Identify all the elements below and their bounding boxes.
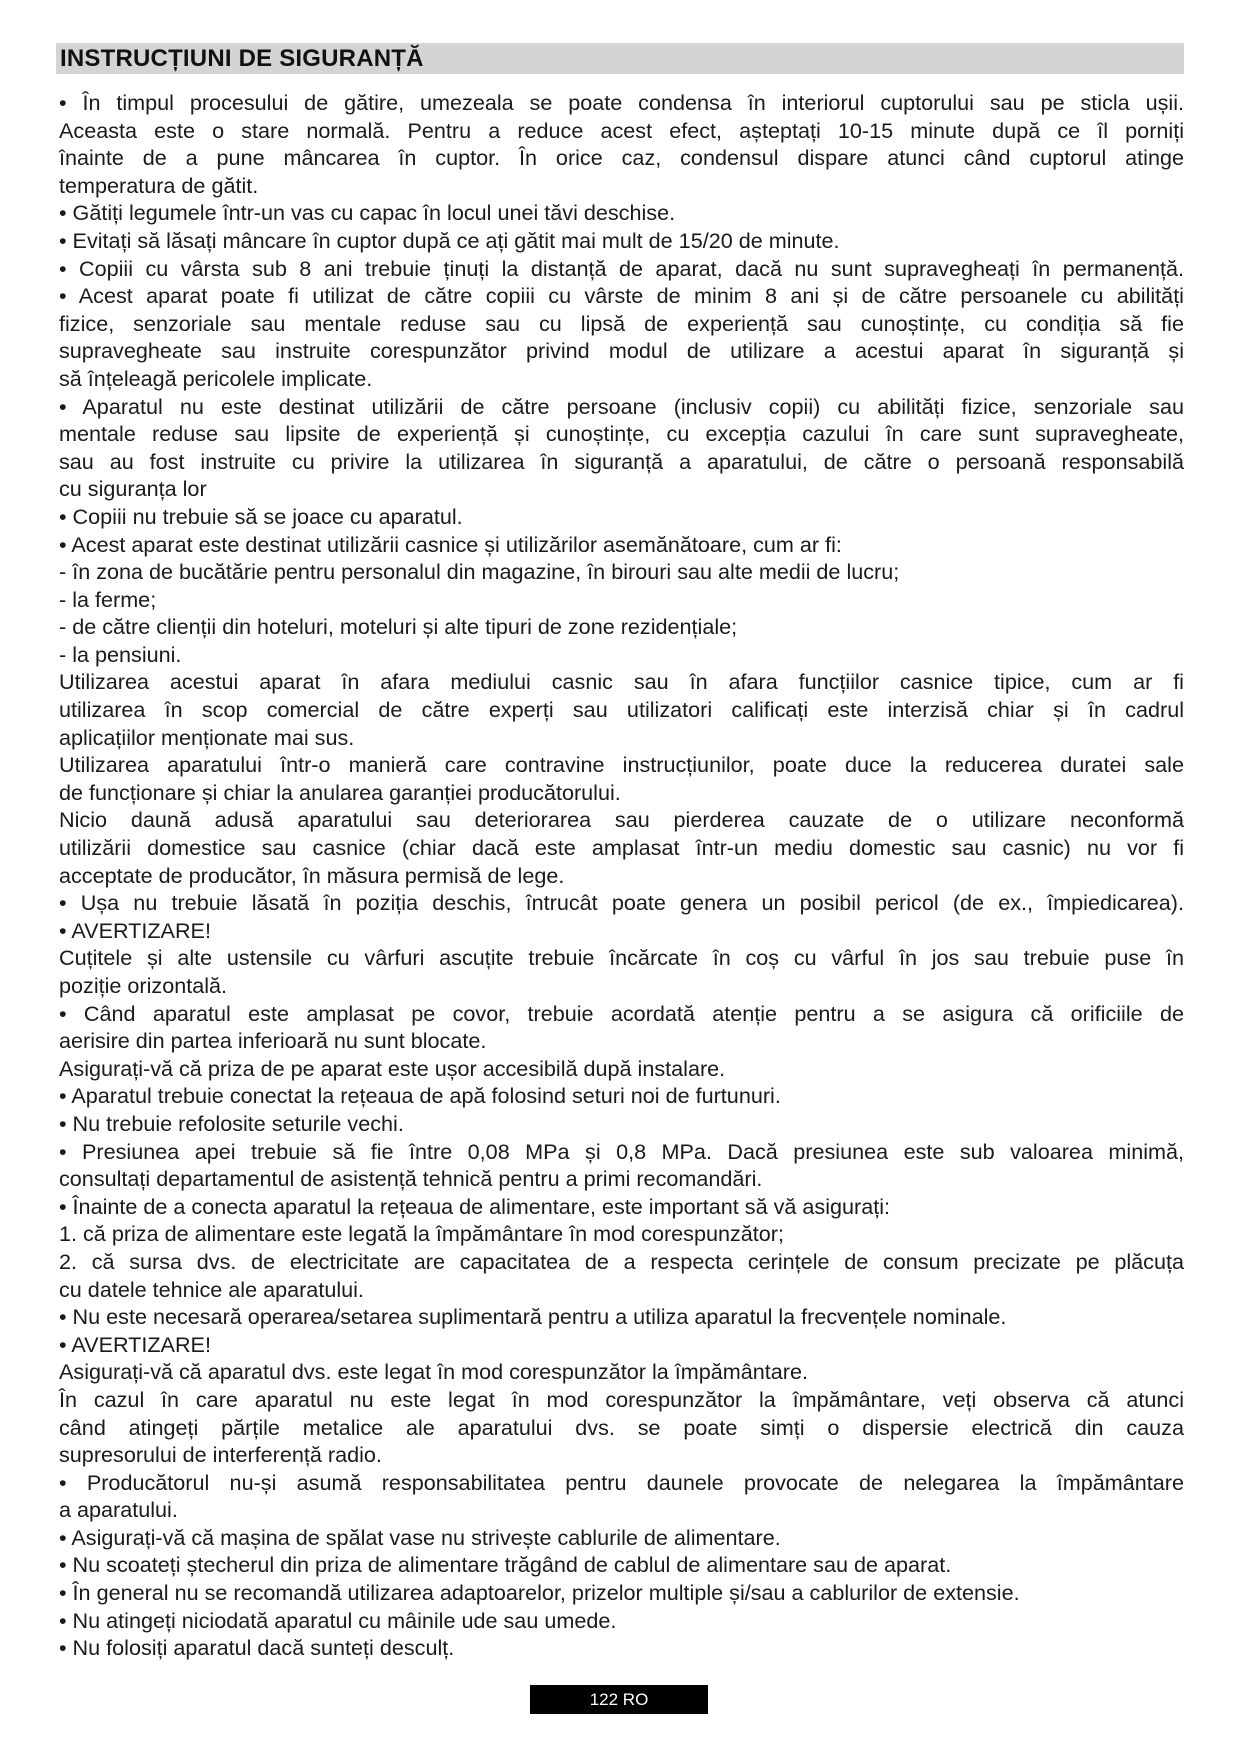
text-line: • Gătiți legumele într-un vas cu capac în locul unei tăvi deschise. bbox=[59, 200, 676, 226]
text-line: • Copiii cu vârsta sub 8 ani trebuie ținuți la distanță de aparat, dacă nu sunt supravegheați în permanență. bbox=[59, 255, 1184, 281]
text-line: • Evitați să lăsați mâncare în cuptor după ce ați gătit mai mult de 15/20 de minute. bbox=[59, 227, 840, 253]
text-line: utilizarea în scop comercial de către experți sau utilizatori calificați este interzisă chiar și în cadrul bbox=[59, 697, 1184, 723]
text-line: poziție orizontală. bbox=[59, 973, 228, 998]
text-line: - de către clienții din hoteluri, moteluri și alte tipuri de zone rezidențiale; bbox=[59, 614, 738, 640]
text-line: • AVERTIZARE! bbox=[59, 1331, 211, 1357]
text-line: - în zona de bucătărie pentru personalul din magazine, în birouri sau alte medii de lucru; bbox=[59, 559, 900, 585]
text-line: • Acest aparat este destinat utilizării casnice și utilizărilor asemănătoare, cum ar fi: bbox=[59, 531, 842, 557]
text-line: • În general nu se recomandă utilizarea adaptoarelor, prizelor multiple și/sau a cablurilor de extensie. bbox=[59, 1580, 1020, 1606]
text-line: utilizării domestice sau casnice (chiar dacă este amplasat într-un mediu domestic sau casnic) nu vor fi bbox=[59, 835, 1184, 861]
text-line: mentale reduse sau lipsite de experiență și cunoștințe, cu excepția cazului în care sunt supravegheate, bbox=[59, 421, 1184, 447]
text-line: • Nu folosiți aparatul dacă sunteți desculț. bbox=[59, 1635, 455, 1661]
text-line: Aceasta este o stare normală. Pentru a reduce acest efect, așteptați 10-15 minute după ce îl porniți bbox=[59, 117, 1184, 143]
text-line: În cazul în care aparatul nu este legat în mod corespunzător la împământare, veți observa că atunci bbox=[59, 1386, 1184, 1412]
text-line: supravegheate sau instruite corespunzător privind modul de utilizare a acestui aparat în siguranță și bbox=[59, 338, 1184, 364]
section-title: INSTRUCȚIUNI DE SIGURANȚĂ bbox=[60, 45, 424, 72]
text-line: - la ferme; bbox=[59, 586, 157, 612]
text-line: 2. că sursa dvs. de electricitate are capacitatea de a respecta cerințele de consum precizate pe plăcuța bbox=[59, 1248, 1184, 1274]
text-line: • AVERTIZARE! bbox=[59, 917, 211, 943]
text-line: • Ușa nu trebuie lăsată în poziția deschis, întrucât poate genera un posibil pericol (de ex., împiedicarea). bbox=[59, 890, 1184, 916]
text-line: Cuțitele și alte ustensile cu vârfuri ascuțite trebuie încărcate în coș cu vârful în jos sau trebuie puse în bbox=[59, 945, 1184, 971]
text-line: Utilizarea aparatului într-o manieră care contravine instrucțiunilor, poate duce la reducerea duratei sale bbox=[59, 752, 1184, 778]
text-line: cu datele tehnice ale aparatului. bbox=[59, 1276, 364, 1302]
text-line: • Presiunea apei trebuie să fie între 0,08 MPa și 0,8 MPa. Dacă presiunea este sub valoarea minimă, bbox=[59, 1138, 1184, 1164]
text-line: • Producătorul nu-și asumă responsabilitatea pentru daunele provocate de nelegarea la împământare bbox=[59, 1469, 1184, 1495]
text-line: Nicio daună adusă aparatului sau deteriorarea sau pierderea cauzate de o utilizare neconformă bbox=[59, 807, 1184, 833]
text-line: 1. că priza de alimentare este legată la împământare în mod corespunzător; bbox=[59, 1221, 784, 1247]
text-line: Asigurați-vă că priza de pe aparat este ușor accesibilă după instalare. bbox=[59, 1055, 726, 1081]
text-line: să înțeleagă pericolele implicate. bbox=[59, 365, 373, 391]
safety-instructions-body bbox=[59, 89, 1184, 1662]
text-line: de funcționare și chiar la anularea garanției producătorului. bbox=[59, 779, 621, 805]
text-line: temperatura de gătit. bbox=[59, 172, 259, 198]
text-line: a aparatului. bbox=[59, 1497, 178, 1523]
text-line: aplicațiilor menționate mai sus. bbox=[59, 724, 355, 750]
text-line: acceptate de producător, în măsura permisă de lege. bbox=[59, 862, 565, 888]
text-line: • Aparatul trebuie conectat la rețeaua de apă folosind seturi noi de furtunuri. bbox=[59, 1083, 781, 1109]
text-line: • Când aparatul este amplasat pe covor, trebuie acordată atenție pentru a se asigura că orificiile de bbox=[59, 1000, 1184, 1026]
text-line: - la pensiuni. bbox=[59, 641, 182, 667]
text-line: • Nu atingeți niciodată aparatul cu mâinile ude sau umede. bbox=[59, 1607, 617, 1633]
text-line: • Asigurați-vă că mașina de spălat vase nu strivește cablurile de alimentare. bbox=[59, 1524, 781, 1550]
text-line: Utilizarea acestui aparat în afara mediului casnic sau în afara funcțiilor casnice tipice, cum ar fi bbox=[59, 669, 1184, 695]
section-header-bar bbox=[56, 43, 1184, 74]
text-line: fizice, senzoriale sau mentale reduse sau cu lipsă de experiență sau cunoștințe, cu condiția să fie bbox=[59, 310, 1184, 336]
text-line: • Copiii nu trebuie să se joace cu aparatul. bbox=[59, 503, 463, 529]
text-line: sau au fost instruite cu privire la utilizarea în siguranță a aparatului, de către o persoană responsabilă bbox=[59, 448, 1184, 474]
text-line: • Nu trebuie refolosite seturile vechi. bbox=[59, 1110, 404, 1136]
text-line: consultați departamentul de asistență tehnică pentru a primi recomandări. bbox=[59, 1166, 763, 1192]
text-line: când atingeți părțile metalice ale aparatului dvs. se poate simți o dispersie electrică din cauza bbox=[59, 1414, 1184, 1440]
text-line: înainte de a pune mâncarea în cuptor. În orice caz, condensul dispare atunci când cuptorul atinge bbox=[59, 145, 1184, 171]
text-line: • Nu scoateți ștecherul din priza de alimentare trăgând de cablul de alimentare sau de aparat. bbox=[59, 1552, 952, 1578]
text-line: cu siguranța lor bbox=[59, 476, 207, 502]
text-line: supresorului de interferență radio. bbox=[59, 1442, 382, 1468]
page-number-badge: 122 RO bbox=[530, 1685, 708, 1714]
text-line: Asigurați-vă că aparatul dvs. este legat în mod corespunzător la împământare. bbox=[59, 1359, 808, 1385]
text-line: • Înainte de a conecta aparatul la rețeaua de alimentare, este important să vă asigurați: bbox=[59, 1193, 891, 1219]
text-line: • Aparatul nu este destinat utilizării de către persoane (inclusiv copii) cu abilități fizice, senzoriale sau bbox=[59, 393, 1184, 419]
text-line: aerisire din partea inferioară nu sunt blocate. bbox=[59, 1028, 487, 1054]
text-line: • Nu este necesară operarea/setarea suplimentară pentru a utiliza aparatul la frecvențele nominale. bbox=[59, 1304, 1007, 1330]
text-line: • În timpul procesului de gătire, umezeala se poate condensa în interiorul cuptorului sau pe sticla ușii. bbox=[59, 90, 1184, 115]
text-line: • Acest aparat poate fi utilizat de către copiii cu vârste de minim 8 ani și de către persoanele cu abilități bbox=[59, 283, 1184, 309]
